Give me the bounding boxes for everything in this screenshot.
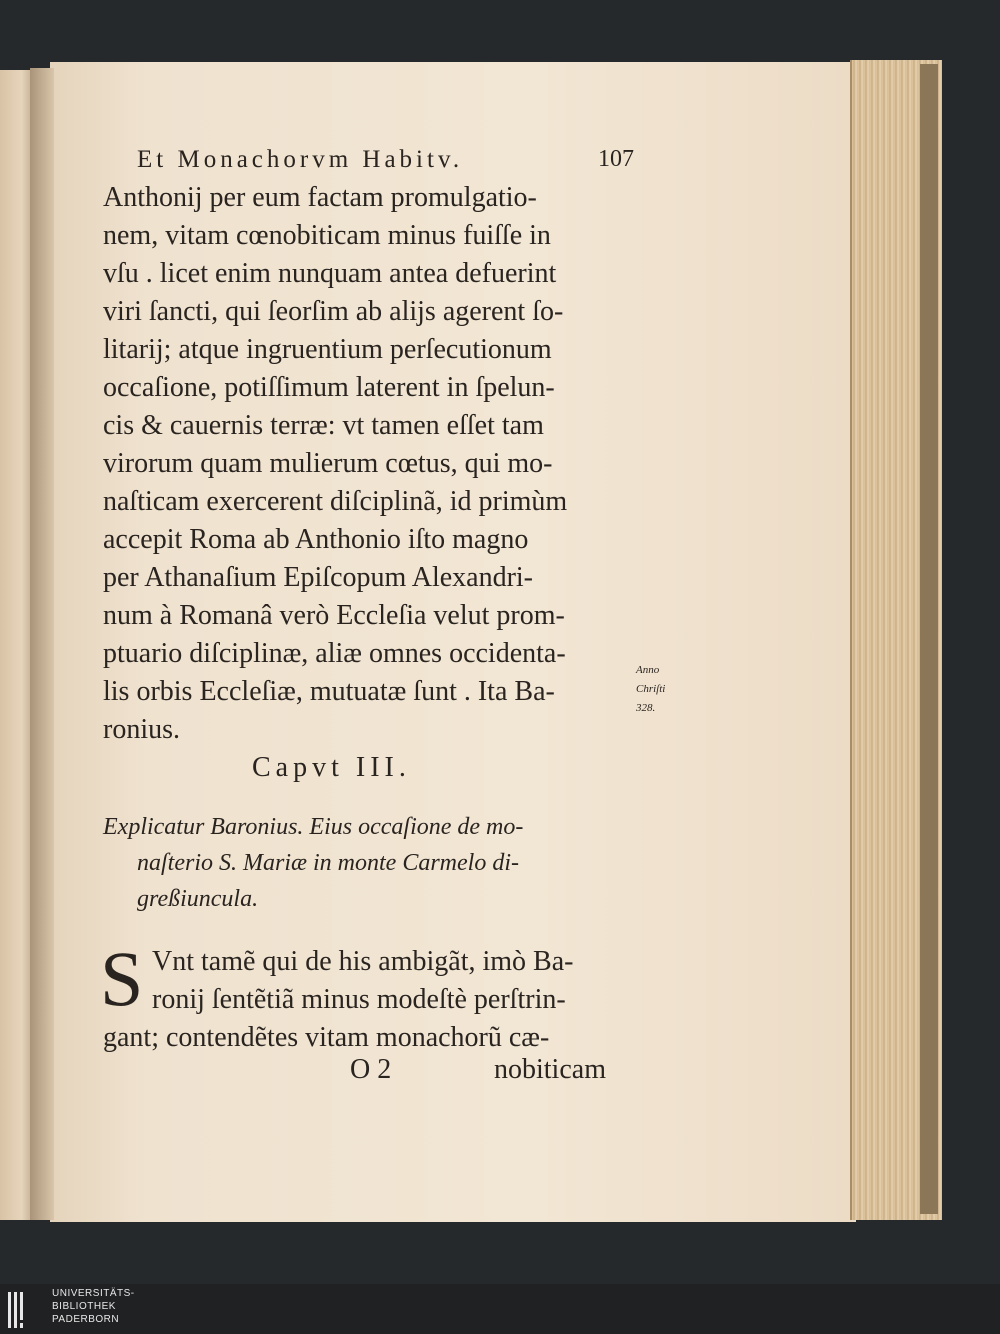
page-number: 107 — [598, 146, 634, 172]
paragraph-line: Vnt tamẽ qui de his ambigãt, imò Ba- — [152, 946, 574, 977]
gutter — [30, 68, 54, 1220]
margin-note-line: 328. — [636, 702, 656, 714]
text-line: nem, vitam cœnobiticam minus fuiſſe in — [103, 220, 551, 251]
text-line: per Athanaſium Epiſcopum Alexandri- — [103, 562, 534, 593]
library-logo-icon — [8, 1290, 42, 1330]
text-line: ptuario diſciplinæ, aliæ omnes occidenta- — [103, 638, 566, 669]
text-line: virorum quam mulierum cœtus, qui mo- — [103, 448, 553, 479]
text-line: vſu . licet enim nunquam antea defuerint — [103, 258, 557, 289]
catchword: nobiticam — [494, 1054, 606, 1085]
drop-cap: S — [100, 935, 144, 1022]
footer-bar — [0, 1284, 1000, 1334]
chapter-summary-line: greßiuncula. — [137, 886, 259, 912]
chapter-summary-line: Explicatur Baronius. Eius occaſione de mo- — [103, 814, 524, 840]
logo-line: PADERBORN — [52, 1314, 120, 1325]
book-cover-edge — [920, 64, 938, 1214]
text-line: lis orbis Eccleſiæ, mutuatæ ſunt . Ita Ba- — [103, 676, 555, 707]
text-line: ronius. — [103, 714, 180, 745]
text-line: litarij; atque ingruentium perſecutionum — [103, 334, 552, 365]
text-line: viri ſancti, qui ſeorſim ab alijs agerent ſo- — [103, 296, 564, 327]
running-head: Et Monachorvm Habitv. — [137, 146, 464, 173]
library-logo-text — [52, 1287, 135, 1326]
text-line: naſticam exercerent diſciplinã, id primùm — [103, 486, 568, 517]
margin-note-line: Anno — [636, 664, 660, 676]
chapter-summary-line: naſterio S. Mariæ in monte Carmelo di- — [137, 850, 519, 876]
text-line: num à Romanâ verò Eccleſia velut prom- — [103, 600, 565, 631]
text-line: Anthonij per eum factam promulgatio- — [103, 182, 537, 213]
logo-line: BIBLIOTHEK — [52, 1301, 116, 1312]
text-line: cis & cauernis terræ: vt tamen eſſet tam — [103, 410, 544, 441]
margin-note-line: Chriſti — [636, 683, 666, 695]
paragraph-line: gant; contendẽtes vitam monachorũ cæ- — [103, 1022, 550, 1053]
text-line: accepit Roma ab Anthonio iſto magno — [103, 524, 529, 555]
text-line: occaſione, potiſſimum laterent in ſpelun- — [103, 372, 555, 403]
paragraph-line: ronij ſentẽtiã minus modeſtè perſtrin- — [152, 984, 566, 1015]
logo-line: UNIVERSITÄTS- — [52, 1288, 135, 1299]
signature-mark: O 2 — [350, 1054, 392, 1085]
chapter-heading: Capvt III. — [252, 752, 411, 783]
